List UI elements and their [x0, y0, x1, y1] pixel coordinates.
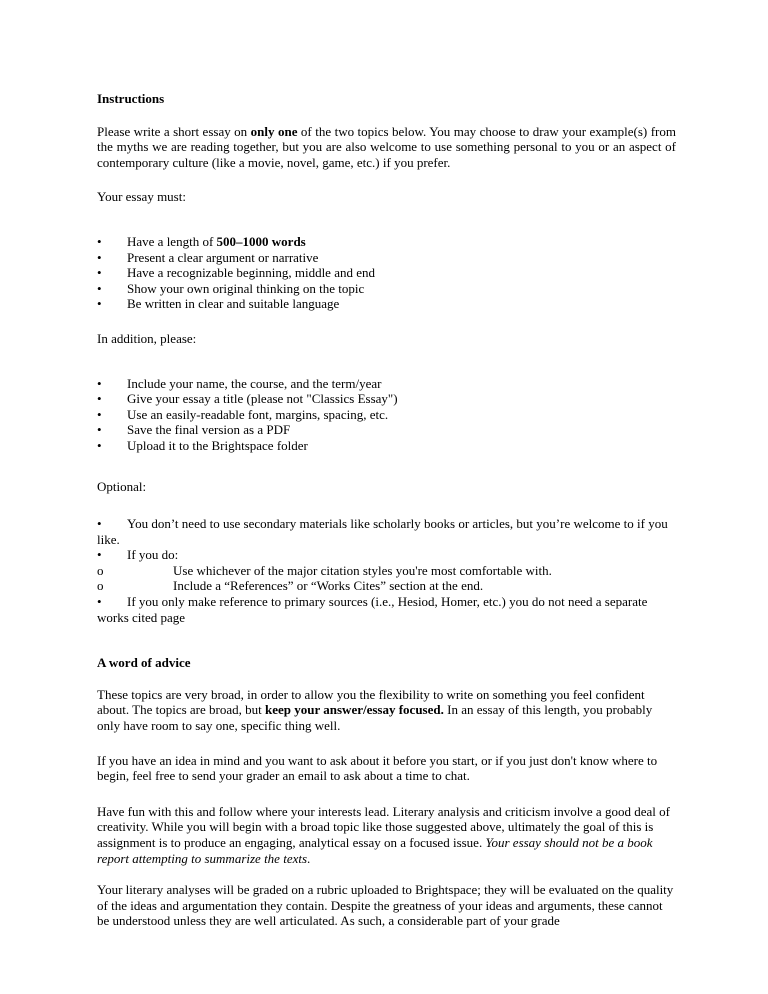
bullet-marker: • — [97, 547, 102, 563]
advice-paragraph-email: If you have an idea in mind and you want to ask about it before you start, or if you just don't know where to begin, feel free to send your grader an email to ask about a time to chat. — [97, 752, 658, 784]
list-item-primary-sources — [97, 594, 676, 625]
bullet-marker: • — [97, 516, 102, 532]
list-item-font — [97, 407, 676, 423]
advice-paragraph-creativity — [97, 804, 676, 866]
bullet-marker: • — [97, 422, 102, 438]
bullet-marker: • — [97, 437, 102, 453]
list-item-text: Show your own original thinking on the topic — [127, 280, 365, 296]
optional-intro-line: Optional: — [97, 478, 147, 494]
bullet-marker: • — [97, 280, 102, 296]
bullet-marker: • — [97, 406, 102, 422]
advice-p3-text-post: . — [307, 850, 311, 866]
list-item-if-you-do — [97, 547, 676, 563]
bullet-marker: • — [97, 296, 102, 312]
advice-p3-text-pre: Have fun with this and follow where your interests lead. Literary analysis and criticism involve a good deal of creativity. While you will begin with a broad topic like those suggested above, ultimately the goal of this is assignment is to produce an engaging, analytical essay on a focused issue. — [97, 803, 670, 850]
list-item-text-pre: Have a length of — [127, 233, 217, 249]
list-item-text: Include your name, the course, and the term/year — [127, 375, 382, 391]
must-intro-line: Your essay must: — [97, 189, 186, 205]
list-item-text: You don’t need to use secondary materials like scholarly books or articles, but you’re welcome to if you like. — [97, 516, 668, 547]
sub-bullet-marker: o — [97, 578, 104, 594]
bullet-marker: • — [97, 375, 102, 391]
advice-p1-text-bold: keep your answer/essay focused. — [265, 702, 444, 718]
intro-text-bold: only one — [250, 123, 298, 139]
advice-p3-text-italic: Your essay should not be a book report attempting to summarize the texts — [97, 835, 653, 866]
advice-heading: A word of advice — [97, 655, 191, 671]
bullet-marker: • — [97, 265, 102, 281]
addition-list — [97, 376, 676, 454]
sub-bullet-marker: o — [97, 562, 104, 578]
list-item-text: Present a clear argument or narrative — [127, 249, 319, 265]
list-item-upload — [97, 438, 676, 454]
list-item-text: If you only make reference to primary sources (i.e., Hesiod, Homer, etc.) you do not need a separate works cited page — [97, 594, 648, 625]
list-item-text: If you do: — [127, 547, 179, 563]
list-item-text: Use whichever of the major citation styles you're most comfortable with. — [173, 562, 552, 578]
bullet-marker: • — [97, 391, 102, 407]
advice-p1-text-pre: These topics are very broad, in order to allow you the flexibility to write on something you feel confident about. The topics are broad, but — [97, 686, 645, 718]
list-item-text-bold: 500–1000 words — [216, 233, 306, 249]
must-list — [97, 234, 676, 312]
list-item-structure — [97, 265, 676, 281]
intro-paragraph — [97, 124, 676, 171]
list-item-secondary-materials — [97, 516, 676, 547]
optional-list — [97, 516, 676, 625]
list-item-name-course — [97, 376, 676, 392]
list-item-text: Have a recognizable beginning, middle and end — [127, 265, 375, 281]
instructions-heading: Instructions — [97, 91, 165, 106]
list-item-pdf — [97, 422, 676, 438]
intro-text-pre: Please write a short essay on — [97, 123, 251, 139]
list-item-text: Be written in clear and suitable language — [127, 296, 340, 312]
addition-intro-line: In addition, please: — [97, 330, 197, 346]
list-item-citation-style — [97, 563, 676, 579]
list-item-text: Save the final version as a PDF — [127, 422, 291, 438]
list-item-text: Use an easily-readable font, margins, spacing, etc. — [127, 406, 389, 422]
advice-paragraph-grading: Your literary analyses will be graded on a rubric uploaded to Brightspace; they will be evaluated on the quality of the ideas and argumentation they contain. Despite the greatness of your ideas and arguments, these cannot be understood unless they are well articulated. As such, a considerable part of your grade — [97, 882, 674, 929]
list-item-length — [97, 234, 676, 250]
advice-paragraph-focus — [97, 687, 676, 734]
advice-p1-text-post: In an essay of this length, you probably only have room to say one, specific thing well. — [97, 702, 653, 734]
list-item-text: Include a “References” or “Works Cites” section at the end. — [173, 578, 484, 594]
list-item-title — [97, 391, 676, 407]
list-item-argument — [97, 250, 676, 266]
list-item-text: Upload it to the Brightspace folder — [127, 437, 308, 453]
list-item-original-thinking — [97, 281, 676, 297]
list-item-text: Give your essay a title (please not "Classics Essay") — [127, 391, 398, 407]
bullet-marker: • — [97, 249, 102, 265]
list-item-language — [97, 296, 676, 312]
list-item-references-section — [97, 578, 676, 594]
bullet-marker: • — [97, 233, 102, 249]
intro-text-post: of the two topics below. You may choose to draw your example(s) from the myths we are reading together, but you are also welcome to use something personal to you or an aspect of contemporary culture (like a movie, novel, game, etc.) if you prefer. — [97, 123, 676, 170]
bullet-marker: • — [97, 594, 102, 610]
